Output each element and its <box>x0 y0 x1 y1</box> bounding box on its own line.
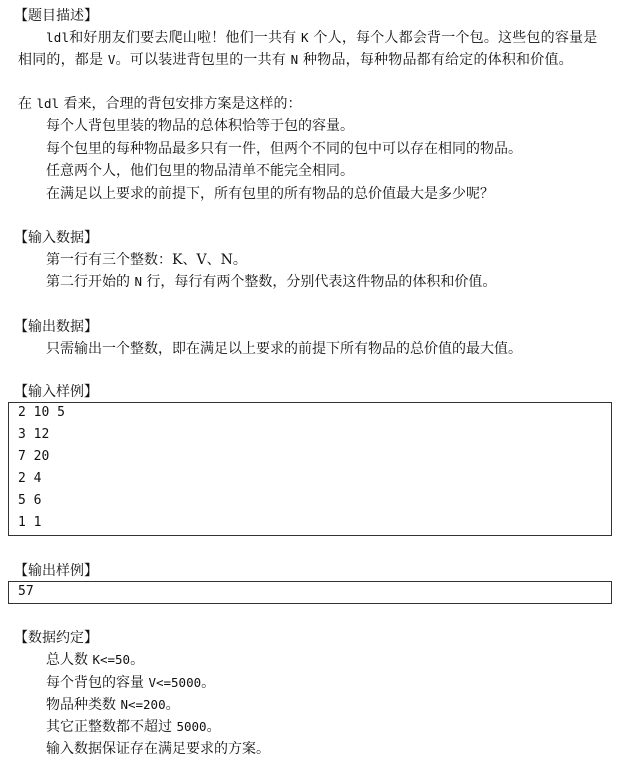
constraints-heading: 【数据约定】 <box>14 630 98 646</box>
input-line-2-b: 行，每行有两个整数，分别代表这件物品的体积和价值。 <box>141 274 497 290</box>
input-line-1: 第一行有三个整数：K、V、N。 <box>46 252 247 268</box>
constraint-end: 。 <box>165 697 180 713</box>
view-prefix: 在 <box>18 96 37 112</box>
intro-var-n: N <box>290 52 299 67</box>
output-line: 只需输出一个整数，即在满足以上要求的前提下所有物品的总价值的最大值。 <box>46 341 522 357</box>
rule-item: 每个人背包里装的物品的总体积恰等于包的容量。 <box>46 118 354 134</box>
input-heading: 【输入数据】 <box>14 230 98 246</box>
rule-item: 在满足以上要求的前提下，所有包里的所有物品的总价值最大是多少呢？ <box>46 186 494 202</box>
constraint-text: 总人数 <box>46 652 93 668</box>
constraint-end: 。 <box>201 675 216 691</box>
intro-text-3: 。可以装进背包里的一共有 <box>115 52 291 68</box>
sample-input-line: 2 10 5 <box>18 405 65 420</box>
intro-var-v: V <box>107 52 116 67</box>
constraint-item <box>46 695 180 715</box>
sample-output-box <box>8 581 612 604</box>
constraint-item <box>46 717 221 737</box>
sample-input-line: 2 4 <box>18 471 42 486</box>
input-line-2 <box>46 272 496 292</box>
view-suffix: 看来，合理的背包安排方案是这样的： <box>59 96 302 112</box>
sample-input-line: 7 20 <box>18 449 50 464</box>
view-line <box>18 94 301 114</box>
constraint-item <box>46 739 270 759</box>
sample-input-line: 1 1 <box>18 515 42 530</box>
constraint-value: 5000 <box>176 719 207 734</box>
constraint-text: 物品种类数 <box>46 697 121 713</box>
constraint-text: 输入数据保证存在满足要求的方案。 <box>46 741 270 757</box>
description-intro <box>18 27 610 71</box>
constraint-item <box>46 650 144 670</box>
constraint-value: K<=50 <box>92 652 131 667</box>
input-line-2-var: N <box>134 274 142 289</box>
constraint-text: 其它正整数都不超过 <box>46 719 177 735</box>
sample-output-heading: 【输出样例】 <box>14 563 98 579</box>
constraint-end: 。 <box>130 652 145 668</box>
input-line-2-a: 第二行开始的 <box>46 274 135 290</box>
sample-input-box <box>8 402 612 536</box>
intro-var-k: K <box>301 30 309 45</box>
intro-text-2: 个人，每个人都会背一个包。这些包的容量是相同的，都是 <box>18 30 598 68</box>
sample-output-value: 57 <box>18 584 34 599</box>
intro-text-4: 种物品，每种物品都有给定的体积和价值。 <box>298 52 573 68</box>
constraint-end: 。 <box>206 719 221 735</box>
output-heading: 【输出数据】 <box>14 319 98 335</box>
constraint-item <box>46 673 215 693</box>
sample-input-line: 3 12 <box>18 427 50 442</box>
view-name: ldl <box>36 96 60 111</box>
rule-item: 每个包里的每种物品最多只有一件，但两个不同的包中可以存在相同的物品。 <box>46 141 522 157</box>
constraint-value: V<=5000 <box>148 675 202 690</box>
intro-text-1: 和好朋友们要去爬山啦！他们一共有 <box>69 30 302 46</box>
sample-input-line: 5 6 <box>18 493 42 508</box>
constraint-value: N<=200 <box>120 697 166 712</box>
rule-item: 任意两个人，他们包里的物品清单不能完全相同。 <box>46 163 354 179</box>
constraint-text: 每个背包的容量 <box>46 675 149 691</box>
description-heading: 【题目描述】 <box>14 8 98 24</box>
intro-name: ldl <box>46 30 70 45</box>
sample-input-heading: 【输入样例】 <box>14 384 98 400</box>
